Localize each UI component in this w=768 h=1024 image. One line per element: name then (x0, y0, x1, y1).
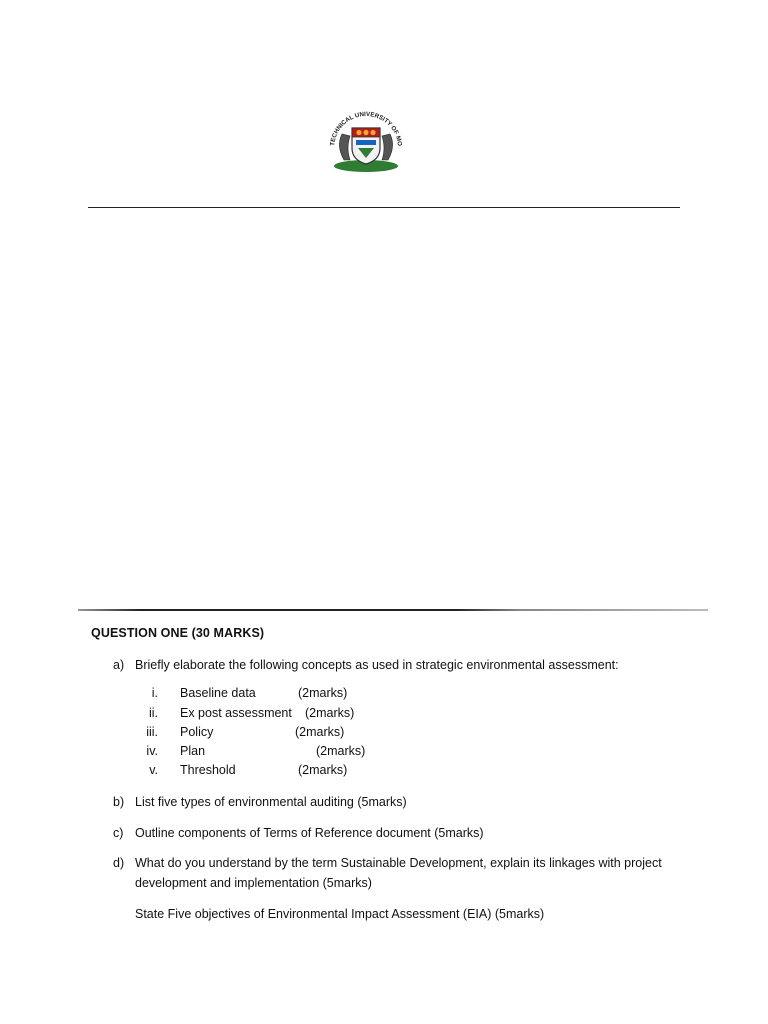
list-item (118, 706, 378, 725)
item-number: i. (151, 686, 158, 700)
part-b-text: List five types of environmental auditing (5marks) (135, 795, 407, 809)
section-divider (78, 609, 708, 611)
list-item (118, 725, 378, 744)
part-a-label: a) (113, 658, 125, 672)
part-e-text: State Five objectives of Environmental Impact Assessment (EIA) (5marks) (135, 907, 545, 921)
item-number: ii. (148, 706, 158, 720)
part-d-label: d) (113, 856, 125, 870)
part-c-text: Outline components of Terms of Reference document (5marks) (135, 826, 484, 840)
part-c-label: c) (113, 826, 124, 840)
logo-arc-text: TECHNICAL UNIVERSITY OF MO (329, 110, 403, 147)
list-item (118, 763, 378, 782)
question-part-a (113, 655, 713, 675)
item-term: Baseline data (180, 686, 256, 700)
question-heading: QUESTION ONE (30 MARKS) (91, 626, 265, 640)
question-part-e (113, 904, 713, 924)
item-marks: (2marks) (316, 744, 366, 758)
item-marks: (2marks) (298, 686, 348, 700)
list-item (118, 686, 378, 705)
part-d-text-line2: development and implementation (5marks) (135, 876, 372, 890)
item-term: Plan (180, 744, 206, 758)
item-term: Policy (180, 725, 214, 739)
item-term: Ex post assessment (180, 706, 292, 720)
question-part-b (113, 792, 713, 812)
question-part-d (113, 853, 733, 893)
header-divider (88, 207, 680, 208)
part-b-label: b) (113, 795, 125, 809)
item-number: iii. (146, 725, 158, 739)
part-a-text: Briefly elaborate the following concepts as used in strategic environmental assessment: (135, 658, 619, 672)
item-number: v. (149, 763, 158, 777)
item-marks: (2marks) (295, 725, 345, 739)
part-d-text-line1: What do you understand by the term Sustainable Development, explain its linkages with project (135, 856, 662, 870)
university-seal-icon (324, 106, 408, 174)
list-item (118, 744, 378, 763)
item-term: Threshold (180, 763, 236, 777)
item-number: iv. (146, 744, 158, 758)
item-marks: (2marks) (305, 706, 355, 720)
university-logo (324, 106, 408, 174)
question-part-c (113, 823, 713, 843)
item-marks: (2marks) (298, 763, 348, 777)
